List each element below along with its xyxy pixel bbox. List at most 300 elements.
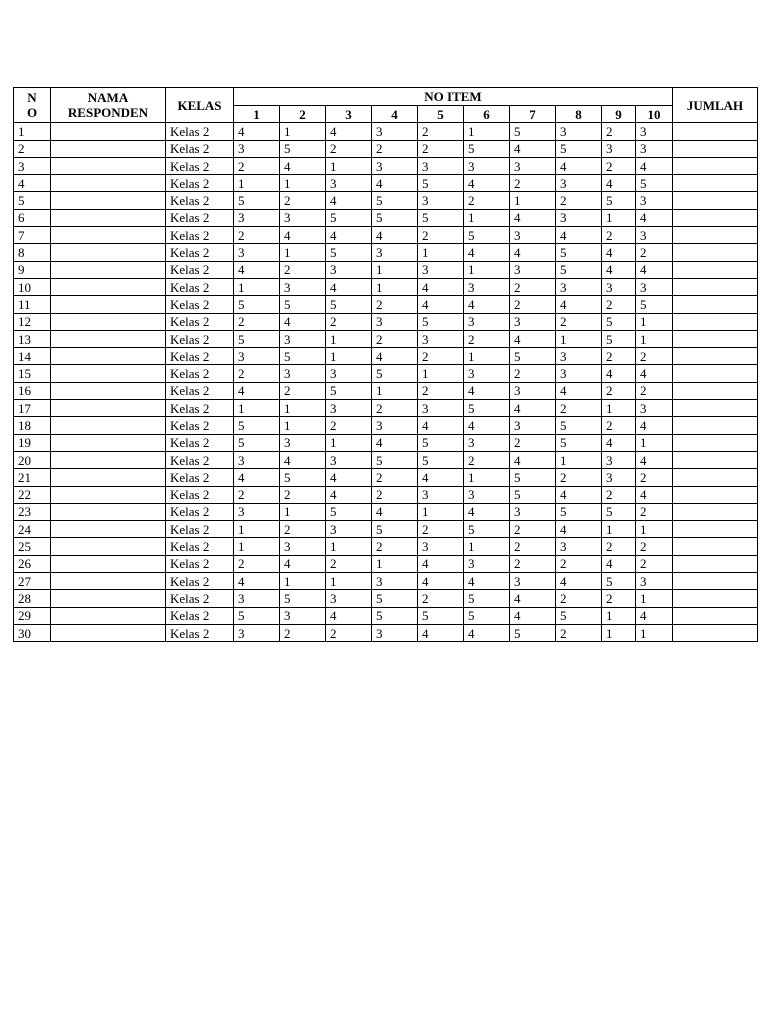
- cell-item-9: 2: [602, 296, 636, 313]
- cell-no: 12: [14, 313, 51, 330]
- table-row: [14, 313, 758, 330]
- cell-item-4: 3: [372, 157, 418, 174]
- cell-item-8: 3: [556, 538, 602, 555]
- cell-jumlah: [673, 451, 758, 468]
- cell-no: 22: [14, 486, 51, 503]
- cell-no: 16: [14, 382, 51, 399]
- cell-item-9: 4: [602, 175, 636, 192]
- table-body: [14, 123, 758, 642]
- cell-item-8: 2: [556, 624, 602, 641]
- cell-item-7: 3: [510, 573, 556, 590]
- cell-item-1: 3: [234, 209, 280, 226]
- cell-item-2: 3: [280, 330, 326, 347]
- cell-item-1: 1: [234, 400, 280, 417]
- cell-item-5: 3: [418, 157, 464, 174]
- cell-item-7: 2: [510, 555, 556, 572]
- cell-jumlah: [673, 330, 758, 347]
- cell-item-6: 4: [464, 296, 510, 313]
- header-nama-line2: RESPONDEN: [67, 105, 149, 121]
- cell-item-9: 3: [602, 140, 636, 157]
- cell-item-8: 3: [556, 365, 602, 382]
- cell-kelas: Kelas 2: [166, 382, 234, 399]
- cell-kelas: Kelas 2: [166, 400, 234, 417]
- cell-item-8: 4: [556, 157, 602, 174]
- cell-item-8: 5: [556, 244, 602, 261]
- cell-item-9: 1: [602, 624, 636, 641]
- cell-no: 25: [14, 538, 51, 555]
- cell-item-4: 5: [372, 451, 418, 468]
- table-row: [14, 503, 758, 520]
- cell-nama-responden: [51, 417, 166, 434]
- cell-jumlah: [673, 417, 758, 434]
- cell-kelas: Kelas 2: [166, 244, 234, 261]
- cell-item-10: 2: [636, 244, 673, 261]
- cell-no: 13: [14, 330, 51, 347]
- cell-item-5: 3: [418, 538, 464, 555]
- header-item-7: 7: [510, 106, 556, 123]
- header-no: [14, 88, 51, 123]
- cell-item-5: 2: [418, 521, 464, 538]
- cell-item-1: 3: [234, 140, 280, 157]
- cell-item-5: 1: [418, 365, 464, 382]
- cell-item-3: 3: [326, 521, 372, 538]
- cell-item-6: 3: [464, 555, 510, 572]
- cell-item-10: 5: [636, 296, 673, 313]
- cell-item-3: 5: [326, 503, 372, 520]
- cell-item-7: 4: [510, 451, 556, 468]
- cell-no: 19: [14, 434, 51, 451]
- table-row: [14, 382, 758, 399]
- cell-item-9: 5: [602, 503, 636, 520]
- cell-item-4: 4: [372, 348, 418, 365]
- cell-item-4: 4: [372, 227, 418, 244]
- cell-item-5: 4: [418, 555, 464, 572]
- cell-item-4: 3: [372, 624, 418, 641]
- cell-item-3: 3: [326, 451, 372, 468]
- cell-item-4: 5: [372, 209, 418, 226]
- cell-item-2: 4: [280, 227, 326, 244]
- cell-no: 24: [14, 521, 51, 538]
- cell-item-3: 2: [326, 313, 372, 330]
- cell-item-7: 1: [510, 192, 556, 209]
- cell-kelas: Kelas 2: [166, 434, 234, 451]
- cell-kelas: Kelas 2: [166, 261, 234, 278]
- cell-item-10: 2: [636, 382, 673, 399]
- cell-item-6: 3: [464, 157, 510, 174]
- cell-item-6: 4: [464, 175, 510, 192]
- table-row: [14, 261, 758, 278]
- cell-item-4: 1: [372, 555, 418, 572]
- cell-item-1: 5: [234, 434, 280, 451]
- cell-item-10: 4: [636, 607, 673, 624]
- cell-item-6: 4: [464, 417, 510, 434]
- table-row: [14, 451, 758, 468]
- cell-item-3: 3: [326, 261, 372, 278]
- cell-item-3: 1: [326, 157, 372, 174]
- table-row: [14, 590, 758, 607]
- cell-item-9: 1: [602, 400, 636, 417]
- cell-item-10: 4: [636, 365, 673, 382]
- cell-item-1: 3: [234, 624, 280, 641]
- cell-kelas: Kelas 2: [166, 624, 234, 641]
- cell-item-5: 2: [418, 227, 464, 244]
- cell-item-1: 3: [234, 348, 280, 365]
- cell-item-10: 3: [636, 400, 673, 417]
- header-no-line1: N: [27, 90, 37, 106]
- cell-item-1: 4: [234, 261, 280, 278]
- cell-item-3: 3: [326, 365, 372, 382]
- cell-no: 27: [14, 573, 51, 590]
- cell-item-9: 2: [602, 382, 636, 399]
- cell-kelas: Kelas 2: [166, 209, 234, 226]
- cell-item-4: 1: [372, 278, 418, 295]
- cell-nama-responden: [51, 348, 166, 365]
- cell-item-5: 4: [418, 573, 464, 590]
- table-row: [14, 123, 758, 140]
- cell-item-1: 5: [234, 330, 280, 347]
- cell-item-4: 4: [372, 503, 418, 520]
- cell-jumlah: [673, 382, 758, 399]
- cell-item-10: 1: [636, 590, 673, 607]
- cell-item-7: 2: [510, 538, 556, 555]
- cell-jumlah: [673, 400, 758, 417]
- cell-item-4: 2: [372, 400, 418, 417]
- cell-item-9: 5: [602, 330, 636, 347]
- cell-item-6: 5: [464, 140, 510, 157]
- cell-item-4: 3: [372, 313, 418, 330]
- cell-item-5: 5: [418, 434, 464, 451]
- cell-item-2: 5: [280, 348, 326, 365]
- table-row: [14, 469, 758, 486]
- cell-item-3: 5: [326, 209, 372, 226]
- cell-item-1: 2: [234, 486, 280, 503]
- header-item-2: 2: [280, 106, 326, 123]
- cell-item-8: 4: [556, 486, 602, 503]
- cell-item-2: 2: [280, 486, 326, 503]
- cell-item-8: 2: [556, 192, 602, 209]
- table-row: [14, 538, 758, 555]
- cell-item-2: 1: [280, 503, 326, 520]
- cell-no: 21: [14, 469, 51, 486]
- cell-item-9: 4: [602, 244, 636, 261]
- cell-item-7: 2: [510, 296, 556, 313]
- cell-item-2: 3: [280, 538, 326, 555]
- cell-item-2: 3: [280, 209, 326, 226]
- header-item-10: 10: [636, 106, 673, 123]
- cell-item-4: 1: [372, 261, 418, 278]
- header-item-5: 5: [418, 106, 464, 123]
- cell-item-4: 2: [372, 538, 418, 555]
- cell-no: 4: [14, 175, 51, 192]
- cell-nama-responden: [51, 157, 166, 174]
- cell-item-10: 3: [636, 192, 673, 209]
- cell-jumlah: [673, 573, 758, 590]
- cell-item-6: 5: [464, 607, 510, 624]
- cell-item-6: 4: [464, 573, 510, 590]
- cell-item-4: 2: [372, 330, 418, 347]
- cell-item-10: 4: [636, 486, 673, 503]
- cell-item-3: 5: [326, 382, 372, 399]
- cell-item-5: 2: [418, 348, 464, 365]
- cell-item-3: 4: [326, 607, 372, 624]
- cell-item-7: 2: [510, 434, 556, 451]
- cell-item-4: 1: [372, 382, 418, 399]
- cell-item-7: 3: [510, 417, 556, 434]
- cell-nama-responden: [51, 261, 166, 278]
- cell-jumlah: [673, 157, 758, 174]
- cell-jumlah: [673, 521, 758, 538]
- cell-item-5: 3: [418, 486, 464, 503]
- cell-nama-responden: [51, 382, 166, 399]
- cell-item-5: 2: [418, 140, 464, 157]
- cell-item-10: 4: [636, 417, 673, 434]
- header-kelas: KELAS: [166, 88, 234, 123]
- cell-item-8: 5: [556, 607, 602, 624]
- cell-nama-responden: [51, 451, 166, 468]
- cell-item-6: 2: [464, 451, 510, 468]
- cell-item-2: 3: [280, 434, 326, 451]
- cell-item-8: 1: [556, 330, 602, 347]
- cell-jumlah: [673, 434, 758, 451]
- table-header: [14, 88, 758, 123]
- cell-no: 29: [14, 607, 51, 624]
- cell-jumlah: [673, 538, 758, 555]
- cell-nama-responden: [51, 469, 166, 486]
- cell-item-1: 2: [234, 313, 280, 330]
- cell-jumlah: [673, 175, 758, 192]
- cell-item-9: 2: [602, 123, 636, 140]
- cell-item-10: 1: [636, 313, 673, 330]
- cell-item-5: 5: [418, 451, 464, 468]
- cell-item-8: 4: [556, 227, 602, 244]
- cell-jumlah: [673, 607, 758, 624]
- header-no-line2: O: [26, 105, 38, 121]
- cell-item-4: 2: [372, 486, 418, 503]
- cell-nama-responden: [51, 296, 166, 313]
- cell-nama-responden: [51, 573, 166, 590]
- table-row: [14, 417, 758, 434]
- cell-kelas: Kelas 2: [166, 175, 234, 192]
- table-row: [14, 624, 758, 641]
- cell-item-1: 1: [234, 538, 280, 555]
- header-no-item: NO ITEM: [234, 88, 673, 106]
- cell-item-2: 5: [280, 469, 326, 486]
- cell-item-4: 5: [372, 192, 418, 209]
- cell-item-2: 1: [280, 123, 326, 140]
- cell-item-5: 5: [418, 313, 464, 330]
- cell-item-1: 2: [234, 555, 280, 572]
- header-item-3: 3: [326, 106, 372, 123]
- cell-item-9: 2: [602, 538, 636, 555]
- cell-item-2: 3: [280, 278, 326, 295]
- cell-item-3: 1: [326, 538, 372, 555]
- cell-kelas: Kelas 2: [166, 123, 234, 140]
- cell-item-6: 1: [464, 261, 510, 278]
- cell-item-5: 3: [418, 192, 464, 209]
- cell-nama-responden: [51, 192, 166, 209]
- cell-item-9: 3: [602, 278, 636, 295]
- cell-item-4: 2: [372, 296, 418, 313]
- cell-no: 5: [14, 192, 51, 209]
- cell-item-2: 2: [280, 382, 326, 399]
- header-item-9: 9: [602, 106, 636, 123]
- cell-item-3: 2: [326, 555, 372, 572]
- cell-item-8: 2: [556, 313, 602, 330]
- cell-item-1: 2: [234, 157, 280, 174]
- table-row: [14, 192, 758, 209]
- cell-item-1: 5: [234, 607, 280, 624]
- cell-nama-responden: [51, 123, 166, 140]
- cell-kelas: Kelas 2: [166, 451, 234, 468]
- cell-item-1: 3: [234, 590, 280, 607]
- cell-no: 10: [14, 278, 51, 295]
- cell-nama-responden: [51, 175, 166, 192]
- cell-item-10: 3: [636, 123, 673, 140]
- cell-item-1: 3: [234, 451, 280, 468]
- cell-no: 3: [14, 157, 51, 174]
- table-row: [14, 278, 758, 295]
- cell-item-5: 4: [418, 417, 464, 434]
- cell-item-5: 4: [418, 296, 464, 313]
- cell-item-8: 2: [556, 400, 602, 417]
- cell-item-8: 5: [556, 417, 602, 434]
- cell-item-6: 1: [464, 348, 510, 365]
- cell-item-8: 5: [556, 503, 602, 520]
- cell-nama-responden: [51, 400, 166, 417]
- cell-item-6: 5: [464, 400, 510, 417]
- cell-item-3: 1: [326, 348, 372, 365]
- cell-nama-responden: [51, 330, 166, 347]
- cell-item-6: 1: [464, 209, 510, 226]
- cell-no: 6: [14, 209, 51, 226]
- cell-item-7: 4: [510, 244, 556, 261]
- cell-item-3: 4: [326, 227, 372, 244]
- cell-nama-responden: [51, 486, 166, 503]
- cell-no: 8: [14, 244, 51, 261]
- cell-item-3: 4: [326, 486, 372, 503]
- cell-item-10: 2: [636, 555, 673, 572]
- cell-item-7: 4: [510, 140, 556, 157]
- cell-item-5: 2: [418, 590, 464, 607]
- header-item-6: 6: [464, 106, 510, 123]
- cell-item-10: 2: [636, 538, 673, 555]
- cell-nama-responden: [51, 140, 166, 157]
- cell-item-6: 3: [464, 278, 510, 295]
- cell-item-9: 3: [602, 451, 636, 468]
- cell-item-1: 5: [234, 296, 280, 313]
- cell-no: 30: [14, 624, 51, 641]
- cell-kelas: Kelas 2: [166, 555, 234, 572]
- cell-item-2: 2: [280, 261, 326, 278]
- header-nama-responden: [51, 88, 166, 123]
- cell-item-10: 3: [636, 140, 673, 157]
- cell-jumlah: [673, 555, 758, 572]
- cell-item-7: 3: [510, 157, 556, 174]
- header-item-8: 8: [556, 106, 602, 123]
- cell-item-8: 4: [556, 521, 602, 538]
- cell-item-7: 5: [510, 624, 556, 641]
- cell-item-8: 3: [556, 209, 602, 226]
- table-row: [14, 573, 758, 590]
- cell-item-2: 1: [280, 244, 326, 261]
- header-item-4: 4: [372, 106, 418, 123]
- cell-item-6: 4: [464, 503, 510, 520]
- cell-item-10: 1: [636, 434, 673, 451]
- cell-item-2: 2: [280, 624, 326, 641]
- cell-item-8: 3: [556, 348, 602, 365]
- cell-item-10: 4: [636, 261, 673, 278]
- cell-jumlah: [673, 261, 758, 278]
- cell-item-6: 4: [464, 624, 510, 641]
- cell-item-2: 5: [280, 296, 326, 313]
- cell-item-8: 3: [556, 123, 602, 140]
- cell-item-2: 5: [280, 140, 326, 157]
- cell-item-5: 5: [418, 175, 464, 192]
- cell-item-1: 5: [234, 417, 280, 434]
- cell-item-3: 5: [326, 244, 372, 261]
- cell-item-10: 3: [636, 227, 673, 244]
- table-row: [14, 175, 758, 192]
- cell-item-1: 2: [234, 227, 280, 244]
- cell-nama-responden: [51, 278, 166, 295]
- cell-jumlah: [673, 140, 758, 157]
- cell-item-7: 3: [510, 261, 556, 278]
- cell-kelas: Kelas 2: [166, 278, 234, 295]
- cell-item-9: 5: [602, 313, 636, 330]
- cell-item-6: 3: [464, 434, 510, 451]
- cell-item-7: 5: [510, 486, 556, 503]
- cell-nama-responden: [51, 624, 166, 641]
- cell-item-4: 4: [372, 434, 418, 451]
- cell-no: 9: [14, 261, 51, 278]
- cell-jumlah: [673, 365, 758, 382]
- cell-item-10: 5: [636, 175, 673, 192]
- cell-item-7: 3: [510, 313, 556, 330]
- cell-item-8: 5: [556, 434, 602, 451]
- cell-item-2: 3: [280, 365, 326, 382]
- cell-item-7: 5: [510, 348, 556, 365]
- cell-item-1: 1: [234, 521, 280, 538]
- cell-item-4: 2: [372, 469, 418, 486]
- cell-kelas: Kelas 2: [166, 486, 234, 503]
- cell-item-6: 3: [464, 365, 510, 382]
- cell-item-5: 4: [418, 624, 464, 641]
- cell-item-6: 1: [464, 123, 510, 140]
- cell-item-9: 2: [602, 417, 636, 434]
- cell-item-6: 1: [464, 469, 510, 486]
- cell-item-2: 1: [280, 175, 326, 192]
- cell-item-10: 3: [636, 278, 673, 295]
- cell-item-8: 2: [556, 590, 602, 607]
- table-row: [14, 157, 758, 174]
- table-row: [14, 330, 758, 347]
- cell-item-6: 4: [464, 382, 510, 399]
- cell-item-3: 3: [326, 590, 372, 607]
- cell-item-3: 5: [326, 296, 372, 313]
- table-row: [14, 365, 758, 382]
- cell-item-2: 1: [280, 400, 326, 417]
- cell-no: 11: [14, 296, 51, 313]
- cell-item-5: 4: [418, 278, 464, 295]
- cell-item-2: 1: [280, 417, 326, 434]
- cell-nama-responden: [51, 313, 166, 330]
- cell-item-1: 1: [234, 175, 280, 192]
- cell-no: 20: [14, 451, 51, 468]
- cell-no: 2: [14, 140, 51, 157]
- cell-no: 15: [14, 365, 51, 382]
- cell-item-7: 3: [510, 227, 556, 244]
- cell-item-10: 1: [636, 624, 673, 641]
